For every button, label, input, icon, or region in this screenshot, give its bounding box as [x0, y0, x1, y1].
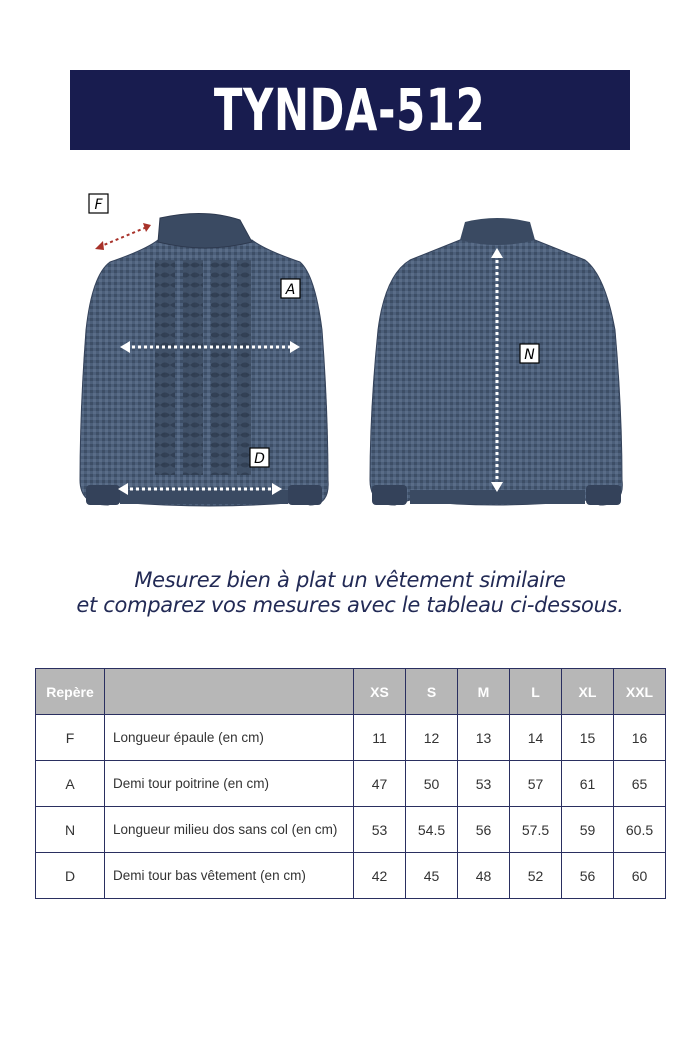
row-code: D	[36, 853, 105, 899]
instructions-line-2: et comparez vos mesures avec le tableau ci-dessous.	[76, 593, 624, 617]
row-value: 54.5	[406, 807, 458, 853]
row-value: 57	[510, 761, 562, 807]
row-value: 13	[458, 715, 510, 761]
row-value: 56	[458, 807, 510, 853]
header-size: L	[510, 669, 562, 715]
title-banner	[70, 70, 630, 150]
row-value: 57.5	[510, 807, 562, 853]
marker-f	[89, 194, 108, 213]
row-label: Longueur milieu dos sans col (en cm)	[105, 807, 354, 853]
marker-d	[250, 448, 269, 467]
table-row	[36, 761, 666, 807]
instructions-line-1: Mesurez bien à plat un vêtement similaire	[134, 568, 566, 592]
table-header-row	[36, 669, 666, 715]
svg-text:F: F	[94, 197, 103, 213]
row-value: 47	[354, 761, 406, 807]
header-size: XL	[562, 669, 614, 715]
row-value: 50	[406, 761, 458, 807]
size-table	[35, 668, 666, 899]
header-size: XS	[354, 669, 406, 715]
marker-a	[281, 279, 300, 298]
product-title: TYNDA-512	[214, 76, 486, 144]
row-code: A	[36, 761, 105, 807]
row-code: F	[36, 715, 105, 761]
row-value: 16	[614, 715, 666, 761]
marker-n	[520, 344, 539, 363]
row-value: 15	[562, 715, 614, 761]
header-size: S	[406, 669, 458, 715]
row-value: 56	[562, 853, 614, 899]
svg-text:A: A	[285, 282, 296, 298]
row-value: 52	[510, 853, 562, 899]
row-value: 59	[562, 807, 614, 853]
row-value: 42	[354, 853, 406, 899]
garment-diagram	[0, 180, 700, 520]
row-label: Demi tour bas vêtement (en cm)	[105, 853, 354, 899]
svg-text:N: N	[524, 347, 535, 363]
measuring-instructions	[0, 568, 700, 618]
header-size: XXL	[614, 669, 666, 715]
header-size: M	[458, 669, 510, 715]
row-label: Longueur épaule (en cm)	[105, 715, 354, 761]
row-value: 65	[614, 761, 666, 807]
row-value: 48	[458, 853, 510, 899]
svg-text:D: D	[254, 451, 265, 467]
row-value: 12	[406, 715, 458, 761]
row-value: 61	[562, 761, 614, 807]
row-label: Demi tour poitrine (en cm)	[105, 761, 354, 807]
table-row	[36, 715, 666, 761]
row-value: 60.5	[614, 807, 666, 853]
row-value: 14	[510, 715, 562, 761]
row-value: 45	[406, 853, 458, 899]
row-value: 11	[354, 715, 406, 761]
row-value: 53	[458, 761, 510, 807]
front-sweater	[80, 213, 328, 506]
header-description	[105, 669, 354, 715]
arrow-f	[95, 223, 151, 250]
row-code: N	[36, 807, 105, 853]
row-value: 60	[614, 853, 666, 899]
table-row	[36, 807, 666, 853]
row-value: 53	[354, 807, 406, 853]
table-row	[36, 853, 666, 899]
header-repere: Repère	[36, 669, 105, 715]
